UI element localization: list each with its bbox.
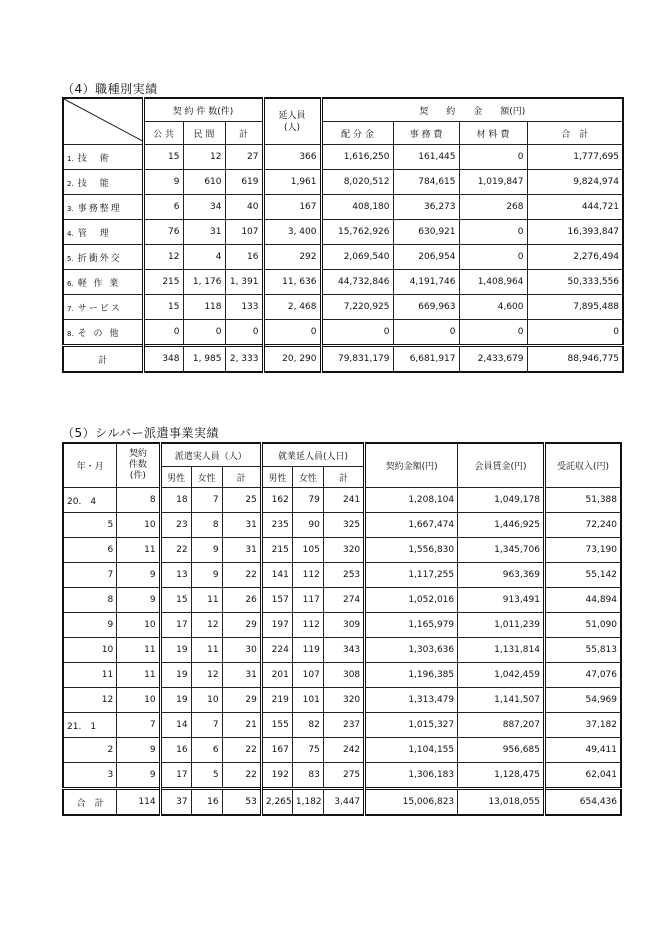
work-male: 162 (261, 488, 292, 513)
commission-income: 72,240 (544, 513, 621, 538)
commission-income: 44,894 (544, 588, 621, 613)
contracts-count: 9 (117, 763, 160, 789)
public-count: 15 (143, 295, 183, 320)
total-label: 計 (63, 346, 143, 373)
amount-sum: 1,777,695 (527, 145, 623, 170)
amount-sum: 16,393,847 (527, 220, 623, 245)
dispatch-total-header: 計 (222, 467, 261, 488)
member-wage: 1,446,925 (458, 513, 545, 538)
office-fee: 0 (393, 320, 459, 346)
dispatch-male: 13 (160, 563, 191, 588)
occupation-number: 5. (67, 254, 74, 263)
monthly-row (63, 613, 621, 638)
member-wage: 1,345,706 (458, 538, 545, 563)
material-fee: 0 (459, 245, 527, 270)
work-total: 309 (323, 613, 364, 638)
occupation-cell (63, 320, 143, 346)
occupation-name: 技 術 (77, 153, 111, 164)
occupation-table (62, 97, 624, 373)
material-fee: 0 (459, 320, 527, 346)
dispatch-male: 15 (160, 588, 191, 613)
occupation-number: 4. (67, 229, 74, 238)
occupation-row (63, 295, 623, 320)
distribution-amount: 0 (321, 320, 393, 346)
occupation-cell (63, 195, 143, 220)
occupation-name: 折衝外交 (77, 253, 122, 264)
silver-dispatch-table (62, 442, 622, 816)
person-days: 11, 636 (263, 270, 321, 295)
work-total: 325 (323, 513, 364, 538)
work-female: 107 (292, 663, 323, 688)
member-wage: 963,369 (458, 563, 545, 588)
work-total: 343 (323, 638, 364, 663)
month-header: 年・月 (63, 443, 117, 488)
contract-amount: 1,556,830 (365, 538, 458, 563)
monthly-row (63, 738, 621, 763)
person-days-header: 延人員 (人) (263, 98, 321, 145)
material-fee: 0 (459, 145, 527, 170)
dispatch-female: 11 (191, 638, 222, 663)
material-fee: 1,408,964 (459, 270, 527, 295)
commission-income: 47,076 (544, 663, 621, 688)
dispatch-total: 21 (222, 713, 261, 738)
occupation-name: サービス (77, 303, 122, 314)
dispatch-total: 22 (222, 738, 261, 763)
amount-sum: 0 (527, 320, 623, 346)
occupation-cell (63, 145, 143, 170)
work-male: 215 (261, 538, 292, 563)
amount-sum: 50,333,556 (527, 270, 623, 295)
contract-amount: 1,165,979 (365, 613, 458, 638)
dispatch-male: 23 (160, 513, 191, 538)
occupation-row (63, 170, 623, 195)
dispatch-male: 22 (160, 538, 191, 563)
office-fee: 784,615 (393, 170, 459, 195)
monthly-row (63, 563, 621, 588)
dispatch-male: 19 (160, 688, 191, 713)
person-days: 292 (263, 245, 321, 270)
private-count: 12 (183, 145, 225, 170)
person-days: 167 (263, 195, 321, 220)
occupation-name: 軽 作 業 (77, 278, 121, 289)
dispatch-male: 16 (160, 738, 191, 763)
commission-income: 55,142 (544, 563, 621, 588)
work-male: 219 (261, 688, 292, 713)
dispatch-female: 7 (191, 488, 222, 513)
office-fee: 630,921 (393, 220, 459, 245)
office-fee-header: 事 務 費 (393, 122, 459, 145)
work-total: 320 (323, 688, 364, 713)
contract-amount: 1,667,474 (365, 513, 458, 538)
contracts-count: 11 (117, 538, 160, 563)
monthly-row (63, 488, 621, 513)
commission-income: 73,190 (544, 538, 621, 563)
dispatch-total: 31 (222, 513, 261, 538)
occupation-name: 事務整理 (77, 203, 122, 214)
occupation-number: 2. (67, 179, 74, 188)
office-fee: 36,273 (393, 195, 459, 220)
office-fee: 4,191,746 (393, 270, 459, 295)
dispatch-female-header: 女性 (191, 467, 222, 488)
income-header: 受託収入(円) (544, 443, 621, 488)
contracts-total: 619 (225, 170, 263, 195)
material-fee: 268 (459, 195, 527, 220)
monthly-row (63, 513, 621, 538)
total-work-female: 1,182 (292, 789, 323, 816)
occupation-row (63, 145, 623, 170)
occupation-cell (63, 270, 143, 295)
work-female: 112 (292, 563, 323, 588)
contracts-total: 1, 391 (225, 270, 263, 295)
total-wage: 13,018,055 (458, 789, 545, 816)
work-female: 112 (292, 613, 323, 638)
occupation-cell (63, 245, 143, 270)
person-days: 366 (263, 145, 321, 170)
dispatch-male: 18 (160, 488, 191, 513)
month-cell: 8 (63, 588, 117, 613)
dispatch-female: 8 (191, 513, 222, 538)
material-fee: 4,600 (459, 295, 527, 320)
contract-amount: 1,015,327 (365, 713, 458, 738)
dispatch-female: 11 (191, 588, 222, 613)
contracts-count: 9 (117, 738, 160, 763)
total-public: 348 (143, 346, 183, 373)
contract-amount: 1,306,183 (365, 763, 458, 789)
commission-income: 55,813 (544, 638, 621, 663)
month-cell: 12 (63, 688, 117, 713)
dispatch-male-header: 男性 (160, 467, 191, 488)
distribution-amount: 15,762,926 (321, 220, 393, 245)
commission-income: 37,182 (544, 713, 621, 738)
work-female: 101 (292, 688, 323, 713)
material-fee: 1,019,847 (459, 170, 527, 195)
month-cell: 2 (63, 738, 117, 763)
occupation-name: そ の 他 (77, 328, 121, 339)
contracts-total: 107 (225, 220, 263, 245)
wage-header: 会員賃金(円) (458, 443, 545, 488)
total-private: 1, 985 (183, 346, 225, 373)
member-wage: 1,141,507 (458, 688, 545, 713)
amount-sum: 444,721 (527, 195, 623, 220)
monthly-row (63, 538, 621, 563)
total-work-total: 3,447 (323, 789, 364, 816)
private-count: 610 (183, 170, 225, 195)
monthly-row (63, 663, 621, 688)
diagonal-header-cell (63, 98, 143, 145)
dispatch-total: 29 (222, 688, 261, 713)
contract-amount: 1,052,016 (365, 588, 458, 613)
total-amount: 15,006,823 (365, 789, 458, 816)
amount-total-header: 合 計 (527, 122, 623, 145)
occupation-name: 管 理 (77, 228, 111, 239)
total-dispatch-total: 53 (222, 789, 261, 816)
member-wage: 1,049,178 (458, 488, 545, 513)
contracts-group-header: 契 約 件 数(件) (143, 98, 263, 122)
work-female: 75 (292, 738, 323, 763)
dispatch-female: 9 (191, 563, 222, 588)
dispatch-total: 25 (222, 488, 261, 513)
material-fee: 0 (459, 220, 527, 245)
material-fee-header: 材 料 費 (459, 122, 527, 145)
dispatch-male: 17 (160, 613, 191, 638)
total-dispatch-male: 37 (160, 789, 191, 816)
occupation-number: 8. (67, 329, 74, 338)
month-cell: 7 (63, 563, 117, 588)
member-wage: 1,128,475 (458, 763, 545, 789)
commission-income: 54,969 (544, 688, 621, 713)
private-count: 31 (183, 220, 225, 245)
contracts-header: 契約 件数 (件) (117, 443, 160, 488)
work-male: 155 (261, 713, 292, 738)
dispatch-total-row (63, 789, 621, 816)
contracts-count: 9 (117, 563, 160, 588)
work-male: 167 (261, 738, 292, 763)
contracts-total: 40 (225, 195, 263, 220)
work-total: 274 (323, 588, 364, 613)
member-wage: 1,042,459 (458, 663, 545, 688)
total-sum: 88,946,775 (527, 346, 623, 373)
work-total: 253 (323, 563, 364, 588)
work-total: 237 (323, 713, 364, 738)
public-count: 9 (143, 170, 183, 195)
total-work-male: 2,265 (261, 789, 292, 816)
distribution-amount: 44,732,846 (321, 270, 393, 295)
month-cell: 11 (63, 663, 117, 688)
contract-amount: 1,208,104 (365, 488, 458, 513)
monthly-row (63, 688, 621, 713)
contracts-total: 133 (225, 295, 263, 320)
member-wage: 956,685 (458, 738, 545, 763)
dispatch-female: 9 (191, 538, 222, 563)
occupation-number: 7. (67, 304, 74, 313)
person-days: 1,961 (263, 170, 321, 195)
work-total-header: 計 (323, 467, 364, 488)
dispatch-male: 19 (160, 638, 191, 663)
person-days: 2, 468 (263, 295, 321, 320)
distribution-amount: 1,616,250 (321, 145, 393, 170)
dispatch-total: 26 (222, 588, 261, 613)
total-office: 6,681,917 (393, 346, 459, 373)
occupation-number: 3. (67, 204, 74, 213)
work-female: 82 (292, 713, 323, 738)
public-count: 76 (143, 220, 183, 245)
private-count: 0 (183, 320, 225, 346)
total-distribution: 79,831,179 (321, 346, 393, 373)
commission-income: 51,090 (544, 613, 621, 638)
distribution-amount: 408,180 (321, 195, 393, 220)
dispatch-total: 22 (222, 563, 261, 588)
work-total: 242 (323, 738, 364, 763)
contract-amount: 1,117,255 (365, 563, 458, 588)
occupation-row (63, 245, 623, 270)
member-wage: 1,131,814 (458, 638, 545, 663)
total-month-label: 合 計 (63, 789, 117, 816)
work-female: 83 (292, 763, 323, 789)
monthly-row (63, 588, 621, 613)
occupation-row (63, 195, 623, 220)
work-male: 197 (261, 613, 292, 638)
month-cell: 20. 4 (63, 488, 117, 513)
contracts-count: 10 (117, 613, 160, 638)
public-count: 6 (143, 195, 183, 220)
distribution-amount: 8,020,512 (321, 170, 393, 195)
total-dispatch-female: 16 (191, 789, 222, 816)
occupation-name: 技 能 (77, 178, 111, 189)
contracts-total: 16 (225, 245, 263, 270)
contracts-count: 9 (117, 588, 160, 613)
private-count: 4 (183, 245, 225, 270)
dispatch-female: 12 (191, 613, 222, 638)
commission-income: 51,388 (544, 488, 621, 513)
contracts-count: 11 (117, 638, 160, 663)
work-male: 141 (261, 563, 292, 588)
work-male: 157 (261, 588, 292, 613)
work-total: 241 (323, 488, 364, 513)
commission-income: 49,411 (544, 738, 621, 763)
distribution-amount: 2,069,540 (321, 245, 393, 270)
contracts-total: 0 (225, 320, 263, 346)
total-contracts-count: 114 (117, 789, 160, 816)
occupation-total-row (63, 346, 623, 373)
occupation-row (63, 270, 623, 295)
occupation-cell (63, 295, 143, 320)
occupation-number: 1. (67, 154, 74, 163)
work-female: 79 (292, 488, 323, 513)
public-count: 15 (143, 145, 183, 170)
person-days: 3, 400 (263, 220, 321, 245)
monthly-row (63, 763, 621, 789)
dispatch-total: 22 (222, 763, 261, 789)
dispatch-female: 5 (191, 763, 222, 789)
work-male-header: 男性 (261, 467, 292, 488)
month-cell: 6 (63, 538, 117, 563)
work-total: 275 (323, 763, 364, 789)
month-cell: 21. 1 (63, 713, 117, 738)
member-wage: 1,011,239 (458, 613, 545, 638)
contract-amount: 1,104,155 (365, 738, 458, 763)
member-wage: 887,207 (458, 713, 545, 738)
dispatch-female: 6 (191, 738, 222, 763)
contract-amount: 1,313,479 (365, 688, 458, 713)
work-total: 320 (323, 538, 364, 563)
total-income: 654,436 (544, 789, 621, 816)
work-male: 201 (261, 663, 292, 688)
contract-amount: 1,196,385 (365, 663, 458, 688)
occupation-row (63, 320, 623, 346)
month-cell: 3 (63, 763, 117, 789)
work-female: 119 (292, 638, 323, 663)
dispatch-male: 14 (160, 713, 191, 738)
section5-title: （5）シルバー派遣事業実績 (62, 426, 219, 440)
private-count: 118 (183, 295, 225, 320)
amount-sum: 7,895,488 (527, 295, 623, 320)
dispatch-female: 12 (191, 663, 222, 688)
commission-income: 62,041 (544, 763, 621, 789)
occupation-cell (63, 220, 143, 245)
dispatch-female: 10 (191, 688, 222, 713)
amount-header: 契約金額(円) (365, 443, 458, 488)
diagonal-line (64, 99, 143, 145)
dispatch-total: 29 (222, 613, 261, 638)
work-male: 192 (261, 763, 292, 789)
person-days: 0 (263, 320, 321, 346)
work-female: 90 (292, 513, 323, 538)
contracts-total-header: 計 (225, 122, 263, 145)
distribution-amount: 7,220,925 (321, 295, 393, 320)
work-male: 235 (261, 513, 292, 538)
office-fee: 669,963 (393, 295, 459, 320)
work-female: 105 (292, 538, 323, 563)
office-fee: 206,954 (393, 245, 459, 270)
private-count: 34 (183, 195, 225, 220)
dispatch-total: 31 (222, 663, 261, 688)
dispatch-total: 31 (222, 538, 261, 563)
public-count: 12 (143, 245, 183, 270)
private-count: 1, 176 (183, 270, 225, 295)
section4-title: （4）職種別実績 (62, 82, 158, 96)
dispatch-total: 30 (222, 638, 261, 663)
office-fee: 161,445 (393, 145, 459, 170)
total-persons: 20, 290 (263, 346, 321, 373)
contracts-count: 10 (117, 513, 160, 538)
dispatch-male: 19 (160, 663, 191, 688)
total-contracts: 2, 333 (225, 346, 263, 373)
occupation-number: 6. (67, 279, 74, 288)
occupation-row (63, 220, 623, 245)
contracts-count: 11 (117, 663, 160, 688)
total-material: 2,433,679 (459, 346, 527, 373)
monthly-row (63, 713, 621, 738)
distribution-header: 配 分 金 (321, 122, 393, 145)
month-cell: 10 (63, 638, 117, 663)
monthly-row (63, 638, 621, 663)
dispatch-male: 17 (160, 763, 191, 789)
dispatch-group-header: 派遣実人員（人） (160, 443, 261, 467)
private-header: 民 間 (183, 122, 225, 145)
amount-group-header: 契 約 金 額(円) (321, 98, 623, 122)
public-header: 公 共 (143, 122, 183, 145)
public-count: 215 (143, 270, 183, 295)
month-cell: 5 (63, 513, 117, 538)
amount-sum: 2,276,494 (527, 245, 623, 270)
work-female-header: 女性 (292, 467, 323, 488)
work-female: 117 (292, 588, 323, 613)
contracts-count: 8 (117, 488, 160, 513)
contracts-total: 27 (225, 145, 263, 170)
occupation-cell (63, 170, 143, 195)
month-cell: 9 (63, 613, 117, 638)
dispatch-female: 7 (191, 713, 222, 738)
member-wage: 913,491 (458, 588, 545, 613)
contracts-count: 7 (117, 713, 160, 738)
work-total: 308 (323, 663, 364, 688)
work-group-header: 就業延人員(人日) (261, 443, 364, 467)
contracts-count: 10 (117, 688, 160, 713)
public-count: 0 (143, 320, 183, 346)
work-male: 224 (261, 638, 292, 663)
amount-sum: 9,824,974 (527, 170, 623, 195)
contract-amount: 1,303,636 (365, 638, 458, 663)
